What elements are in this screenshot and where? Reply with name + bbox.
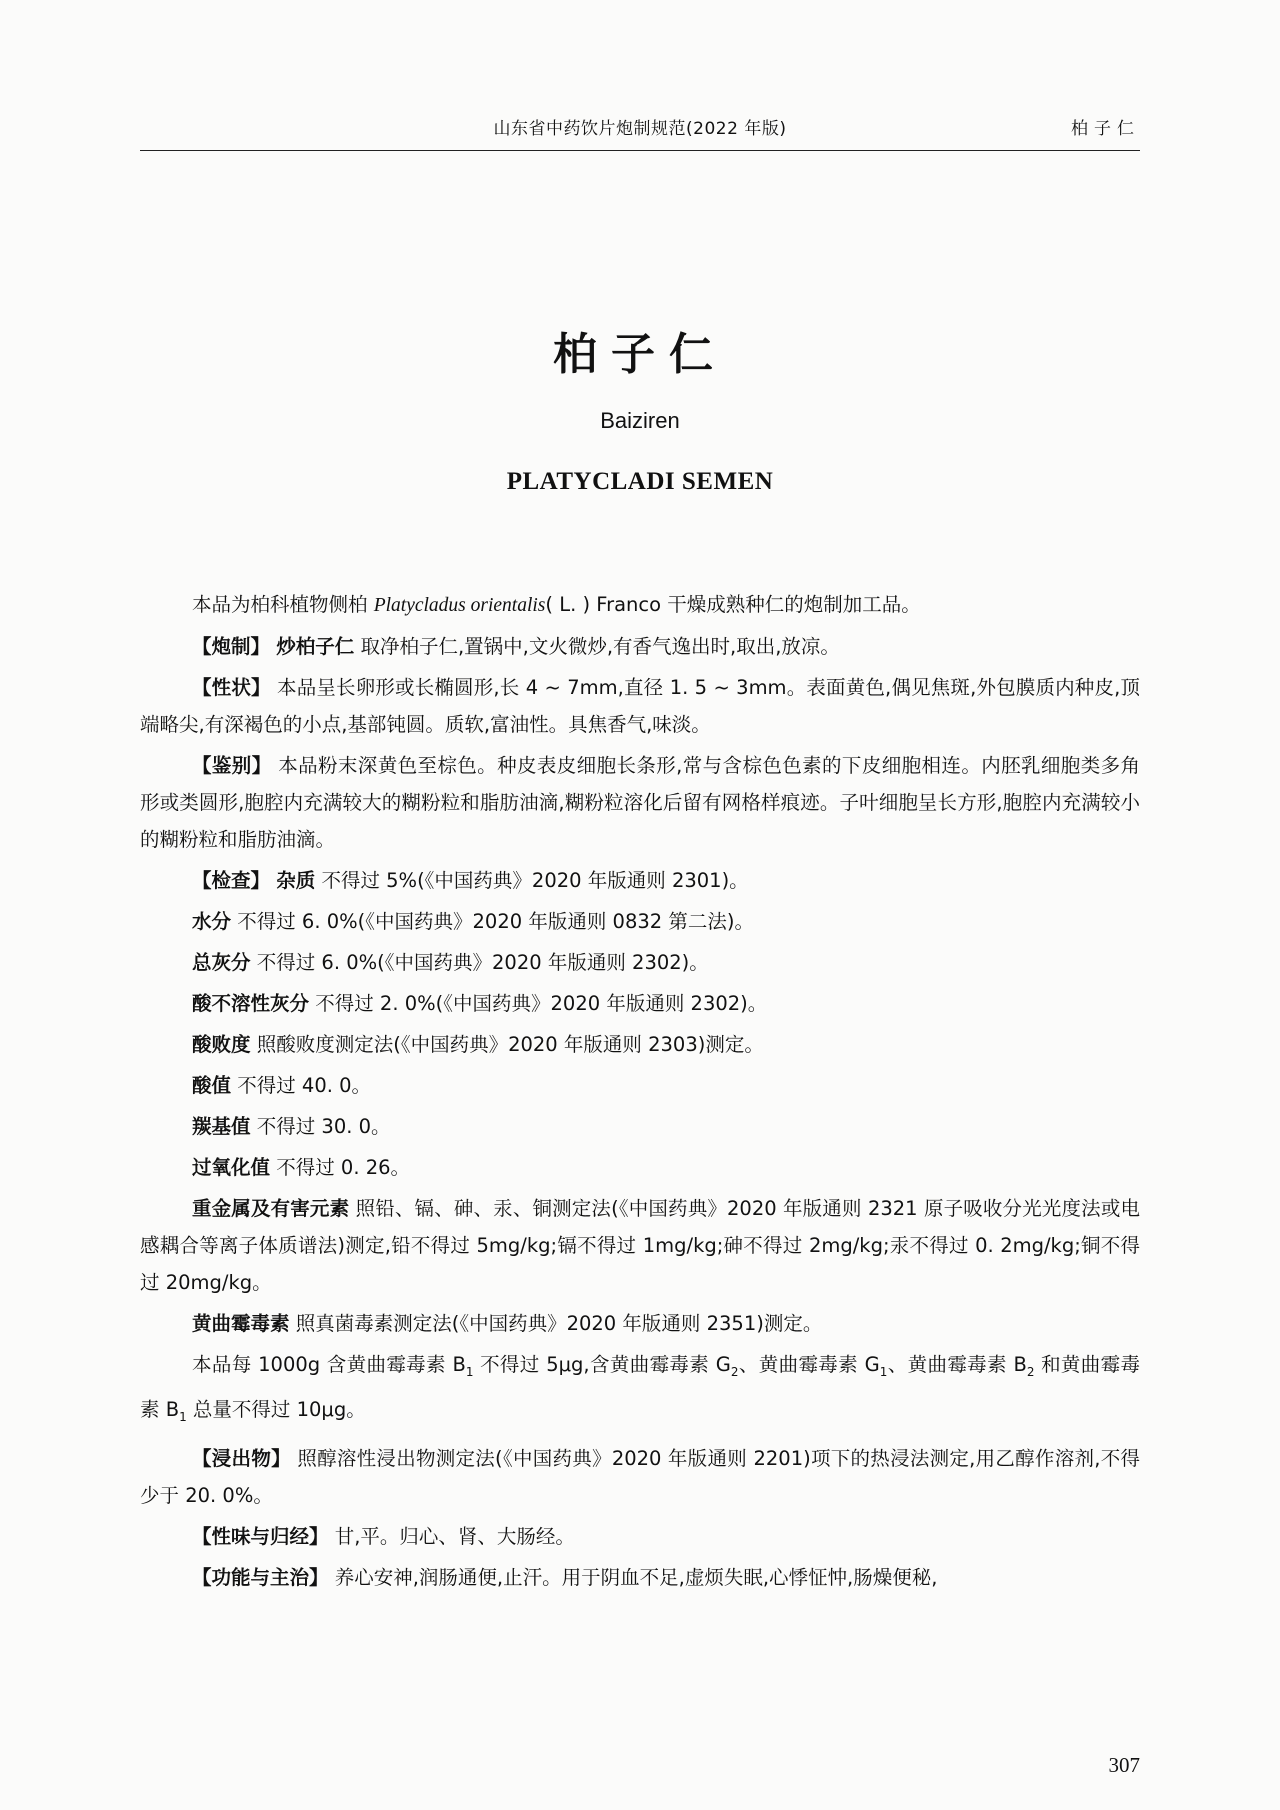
description-text: 本品呈长卵形或长椭圆形,长 4 ~ 7mm,直径 1. 5 ~ 3mm。表面黄色,偶见焦斑,外包膜质内种皮,顶端略尖,有深褐色的小点,基部钝圆。质软,富油性。具焦香气,味淡。 <box>140 676 1140 736</box>
subscript: 2 <box>1026 1364 1035 1379</box>
intro-paragraph <box>140 586 1140 624</box>
inspection-label: 【检查】 <box>192 869 271 892</box>
inspection-item <box>140 1108 1140 1145</box>
inspection-item-name: 羰基值 <box>192 1115 251 1138</box>
inspection-item <box>140 1026 1140 1063</box>
aflatoxin-text: 、黄曲霉毒素 G <box>738 1353 880 1376</box>
inspection-item-text: 不得过 30. 0。 <box>256 1115 391 1138</box>
page-number: 307 <box>1108 1753 1140 1777</box>
processing-label: 【炮制】 <box>192 635 271 658</box>
identification-paragraph <box>140 747 1140 858</box>
inspection-item-text: 照酸败度测定法(《中国药典》2020 年版通则 2303)测定。 <box>256 1033 764 1056</box>
aflatoxin-text: 总量不得过 10μg。 <box>186 1397 366 1421</box>
latin-title: PLATYCLADI SEMEN <box>506 468 774 495</box>
inspection-item-text: 不得过 2. 0%(《中国药典》2020 年版通则 2302)。 <box>315 992 768 1015</box>
inspection-item-name: 过氧化值 <box>192 1156 271 1179</box>
processing-method: 炒柏子仁 <box>276 635 355 658</box>
inspection-item-name: 重金属及有害元素 <box>192 1197 350 1220</box>
subscript: 1 <box>879 1364 888 1379</box>
species-name: Platycladus orientalis <box>373 595 546 616</box>
processing-paragraph <box>140 628 1140 665</box>
identification-label: 【鉴别】 <box>192 754 272 777</box>
inspection-item-text: 不得过 6. 0%(《中国药典》2020 年版通则 0832 第二法)。 <box>237 910 754 933</box>
inspection-item <box>140 903 1140 940</box>
header-rule <box>140 150 1140 151</box>
inspection-item-name: 杂质 <box>276 869 316 892</box>
inspection-item-name: 黄曲霉毒素 <box>192 1312 290 1335</box>
function-label: 【功能与主治】 <box>192 1565 329 1589</box>
aflatoxin-text: 和黄曲霉毒素 B <box>140 1353 1141 1421</box>
extract-paragraph <box>140 1440 1140 1514</box>
description-label: 【性状】 <box>192 676 271 699</box>
extract-text: 照醇溶性浸出物测定法(《中国药典》2020 年版通则 2201)项下的热浸法测定,用乙醇作溶剂,不得少于 20. 0%。 <box>140 1446 1140 1507</box>
intro-suffix: ( L. ) Franco 干燥成熟种仁的炮制加工品。 <box>545 593 921 616</box>
intro-prefix: 本品为柏科植物侧柏 <box>192 593 374 616</box>
nature-text: 甘,平。归心、肾、大肠经。 <box>334 1524 575 1548</box>
extract-label: 【浸出物】 <box>192 1446 291 1470</box>
nature-label: 【性味与归经】 <box>192 1524 329 1548</box>
inspection-item-text: 不得过 6. 0%(《中国药典》2020 年版通则 2302)。 <box>256 951 709 974</box>
subscript: 1 <box>179 1409 187 1424</box>
inspection-item <box>140 1305 1140 1342</box>
aflatoxin-text: 不得过 5μg,含黄曲霉毒素 G <box>473 1353 731 1376</box>
aflatoxin-paragraph <box>140 1346 1140 1436</box>
inspection-item-name: 酸败度 <box>192 1033 251 1056</box>
inspection-item <box>140 985 1140 1022</box>
description-paragraph <box>140 669 1140 743</box>
subscript: 2 <box>730 1364 739 1379</box>
inspection-item <box>140 1067 1140 1104</box>
inspection-item-text: 照真菌毒素测定法(《中国药典》2020 年版通则 2351)测定。 <box>295 1312 823 1335</box>
function-paragraph <box>140 1559 1140 1596</box>
aflatoxin-text: 本品每 1000g 含黄曲霉毒素 B <box>192 1353 466 1376</box>
inspection-item-name: 酸不溶性灰分 <box>192 992 310 1015</box>
inspection-item <box>140 1190 1140 1301</box>
inspection-item <box>140 1149 1140 1186</box>
inspection-item-text: 不得过 5%(《中国药典》2020 年版通则 2301)。 <box>321 869 749 892</box>
inspection-paragraph <box>140 862 1140 899</box>
inspection-item-text: 不得过 40. 0。 <box>237 1074 372 1097</box>
entry-name: 柏子仁 <box>1071 119 1140 139</box>
function-text: 养心安神,润肠通便,止汗。用于阴血不足,虚烦失眠,心悸怔忡,肠燥便秘, <box>334 1565 938 1589</box>
aflatoxin-text: 、黄曲霉毒素 B <box>887 1353 1027 1376</box>
page-title: 柏子仁 <box>553 329 727 380</box>
inspection-item-name: 总灰分 <box>192 951 251 974</box>
book-title: 山东省中药饮片炮制规范(2022 年版) <box>493 119 787 139</box>
subscript: 1 <box>465 1364 474 1379</box>
pinyin-title: Baiziren <box>600 408 680 433</box>
running-header <box>140 108 1140 144</box>
inspection-item-text: 照铅、镉、砷、汞、铜测定法(《中国药典》2020 年版通则 2321 原子吸收分光光度法或电感耦合等离子体质谱法)测定,铅不得过 5mg/kg;镉不得过 1mg/kg;砷不得过 2mg/kg;汞不得过 0. 2mg/kg;铜不得过 20mg/kg。 <box>140 1197 1140 1294</box>
inspection-item <box>140 944 1140 981</box>
identification-text: 本品粉末深黄色至棕色。种皮表皮细胞长条形,常与含棕色色素的下皮细胞相连。内胚乳细胞类多角形或类圆形,胞腔内充满较大的糊粉粒和脂肪油滴,糊粉粒溶化后留有网格样痕迹。子叶细胞呈长方形,胞腔内充满较小的糊粉粒和脂肪油滴。 <box>140 754 1140 851</box>
processing-text: 取净柏子仁,置锅中,文火微炒,有香气逸出时,取出,放凉。 <box>360 635 840 658</box>
inspection-item-name: 水分 <box>192 910 232 933</box>
inspection-item-text: 不得过 0. 26。 <box>276 1156 411 1179</box>
nature-paragraph <box>140 1518 1140 1555</box>
inspection-item-name: 酸值 <box>192 1074 232 1097</box>
monograph-body <box>140 586 1140 1600</box>
